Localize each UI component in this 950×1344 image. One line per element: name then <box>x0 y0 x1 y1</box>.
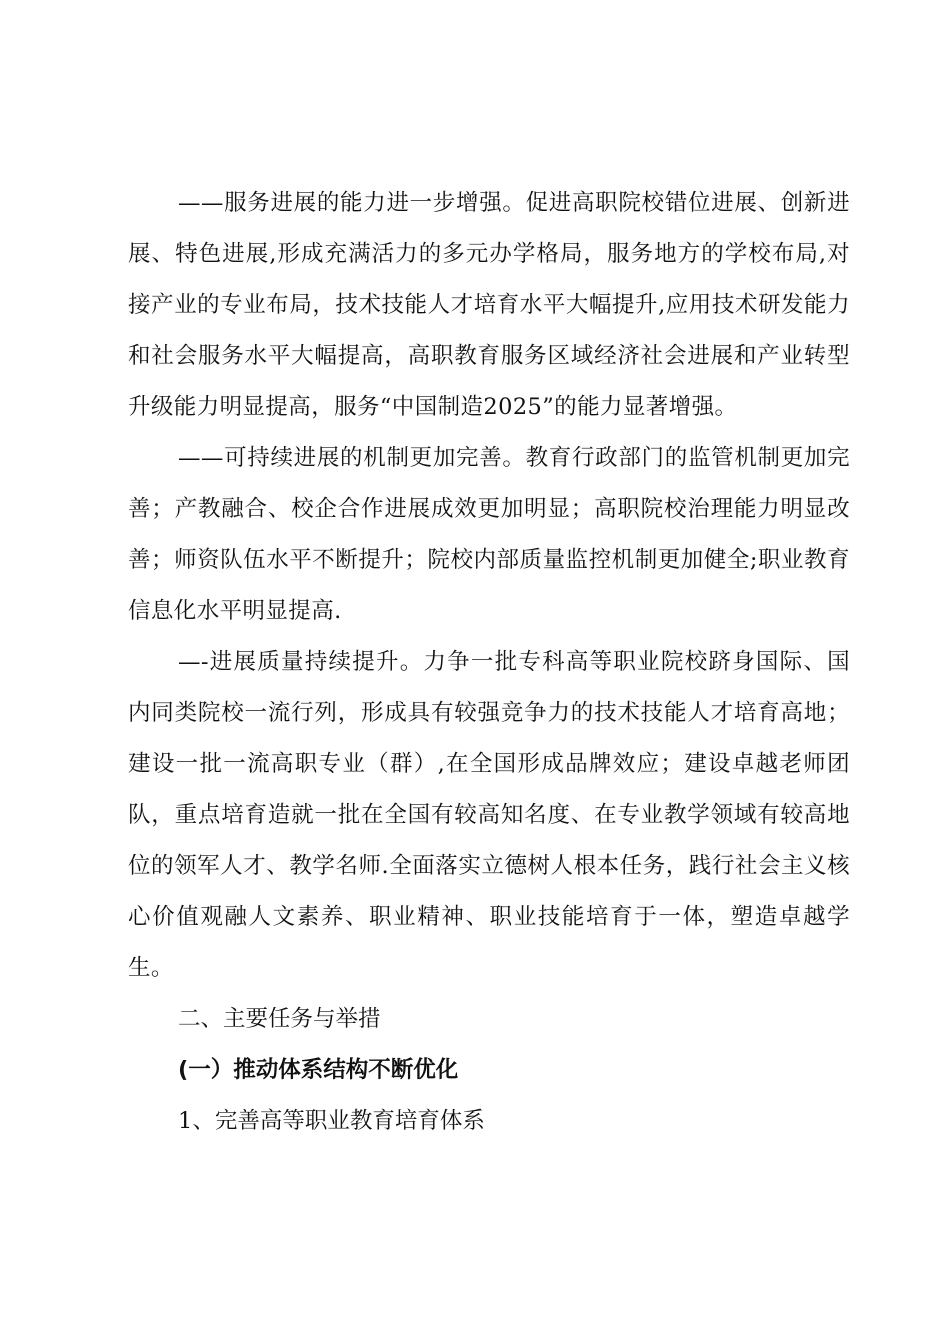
paragraph-sustainable-mechanism: ——可持续进展的机制更加完善。教育行政部门的监管机制更加完善；产教融合、校企合作进展成效更加明显；高职院校治理能力明显改善；师资队伍水平不断提升；院校内部质量监控机制更加健全;职业教育信息化水平明显提高. <box>128 445 850 624</box>
subsection-heading: (一）推动体系结构不断优化 <box>178 1057 459 1083</box>
section-heading: 二、主要任务与举措 <box>178 1006 381 1032</box>
paragraph-quality-improvement: —-进展质量持续提升。力争一批专科高等职业院校跻身国际、国内同类院校一流行列，形成具有较强竞争力的技术技能人才培育高地；建设一批一流高职专业（群）,在全国形成品牌效应；建设卓越老师团队，重点培育造就一批在全国有较高知名度、在专业教学领域有较高地位的领军人才、教学名师.全面落实立德树人根本任务，践行社会主义核心价值观融人文素养、职业精神、职业技能培育于一体，塑造卓越学生。 <box>128 649 850 981</box>
item-heading: 1、完善高等职业教育培育体系 <box>178 1108 485 1134</box>
document-page <box>128 178 850 1147</box>
paragraph-service-capability: ——服务进展的能力进一步增强。促进高职院校错位进展、创新进展、特色进展,形成充满活力的多元办学格局，服务地方的学校布局,对接产业的专业布局，技术技能人才培育水平大幅提升,应用技术研发能力和社会服务水平大幅提高，高职教育服务区域经济社会进展和产业转型升级能力明显提高，服务“中国制造2025”的能力显著增强。 <box>128 190 850 420</box>
